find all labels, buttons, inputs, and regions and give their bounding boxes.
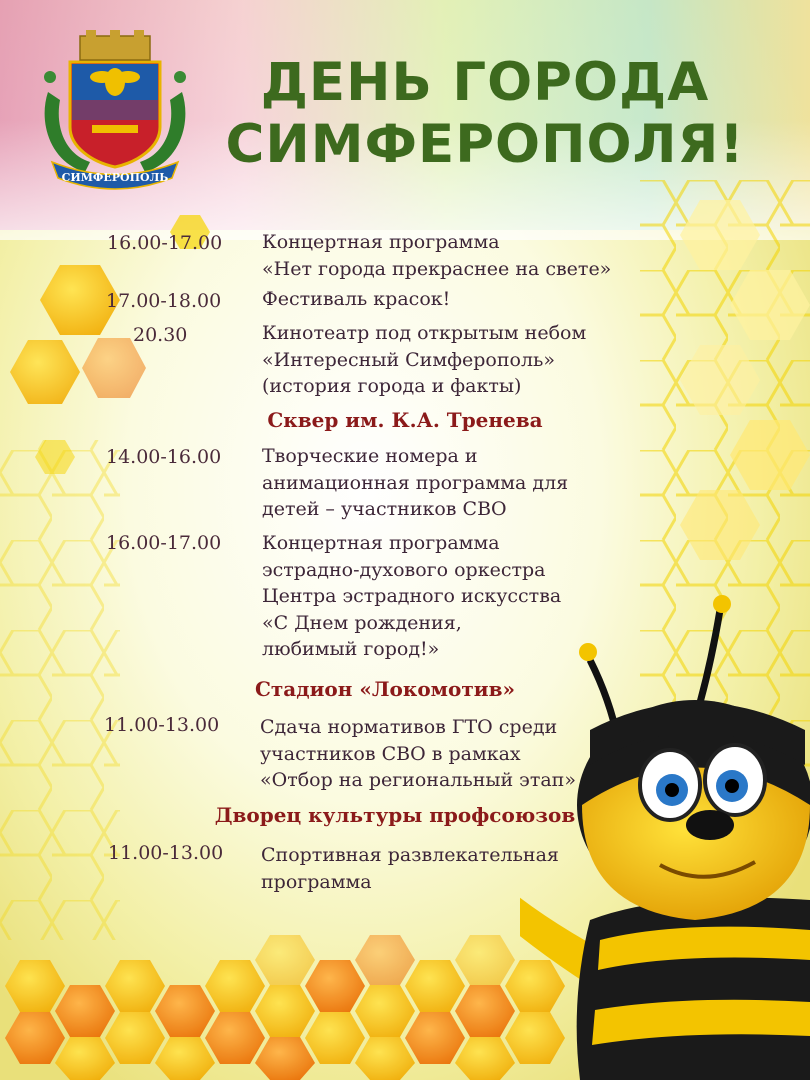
schedule-time: 17.00-18.00 xyxy=(106,290,222,312)
schedule-line: (история города и факты) xyxy=(262,375,522,397)
schedule-line: детей – участников СВО xyxy=(262,498,507,520)
schedule-time: 11.00-13.00 xyxy=(104,714,220,736)
title-line-2: СИМФЕРОПОЛЯ! xyxy=(225,114,745,175)
schedule-description xyxy=(262,530,561,663)
schedule-line: «С Днем рождения, xyxy=(262,611,462,634)
schedule-description xyxy=(262,320,586,400)
schedule-line: программа xyxy=(261,870,372,893)
schedule-description xyxy=(261,842,559,895)
schedule-line: Спортивная развлекательная xyxy=(261,844,559,866)
schedule-line: любимый город!» xyxy=(262,638,440,660)
page-title xyxy=(205,52,765,176)
schedule-line: Творческие номера и xyxy=(262,445,478,467)
schedule-line: анимационная программа для xyxy=(262,471,569,494)
schedule-line: Сдача нормативов ГТО среди xyxy=(260,716,558,738)
schedule-time: 16.00-17.00 xyxy=(107,232,223,254)
schedule-line: «Нет города прекраснее на свете» xyxy=(262,257,612,280)
schedule-line: Концертная программа xyxy=(262,231,500,253)
schedule-description xyxy=(262,443,568,523)
schedule-line: Фестиваль красок! xyxy=(262,288,451,310)
schedule-line: «Интересный Симферополь» xyxy=(262,348,555,371)
schedule-time: 20.30 xyxy=(133,324,188,346)
schedule-description xyxy=(262,229,611,282)
crest-city-label: СИМФЕРОПОЛЬ xyxy=(61,171,169,184)
schedule-line: Центра эстрадного искусства xyxy=(262,585,562,607)
schedule-line: Концертная программа xyxy=(262,532,500,554)
schedule-line: участников СВО в рамках xyxy=(260,742,521,765)
venue-heading: Стадион «Локомотив» xyxy=(254,677,516,701)
schedule-time: 14.00-16.00 xyxy=(106,446,222,468)
schedule-time: 16.00-17.00 xyxy=(106,532,222,554)
schedule-description xyxy=(262,286,450,313)
title-line-1: ДЕНЬ ГОРОДА xyxy=(260,52,710,113)
venue-heading: Дворец культуры профсоюзов xyxy=(214,803,576,827)
schedule-line: «Отбор на региональный этап» xyxy=(260,769,576,791)
venue-heading: Сквер им. К.А. Тренева xyxy=(267,408,543,432)
schedule-time: 11.00-13.00 xyxy=(108,842,224,864)
schedule-line: Кинотеатр под открытым небом xyxy=(262,322,587,344)
simferopol-coat-of-arms xyxy=(30,22,200,192)
bee-mascot-illustration xyxy=(520,590,810,1080)
schedule-line: эстрадно-духового оркестра xyxy=(262,558,546,581)
